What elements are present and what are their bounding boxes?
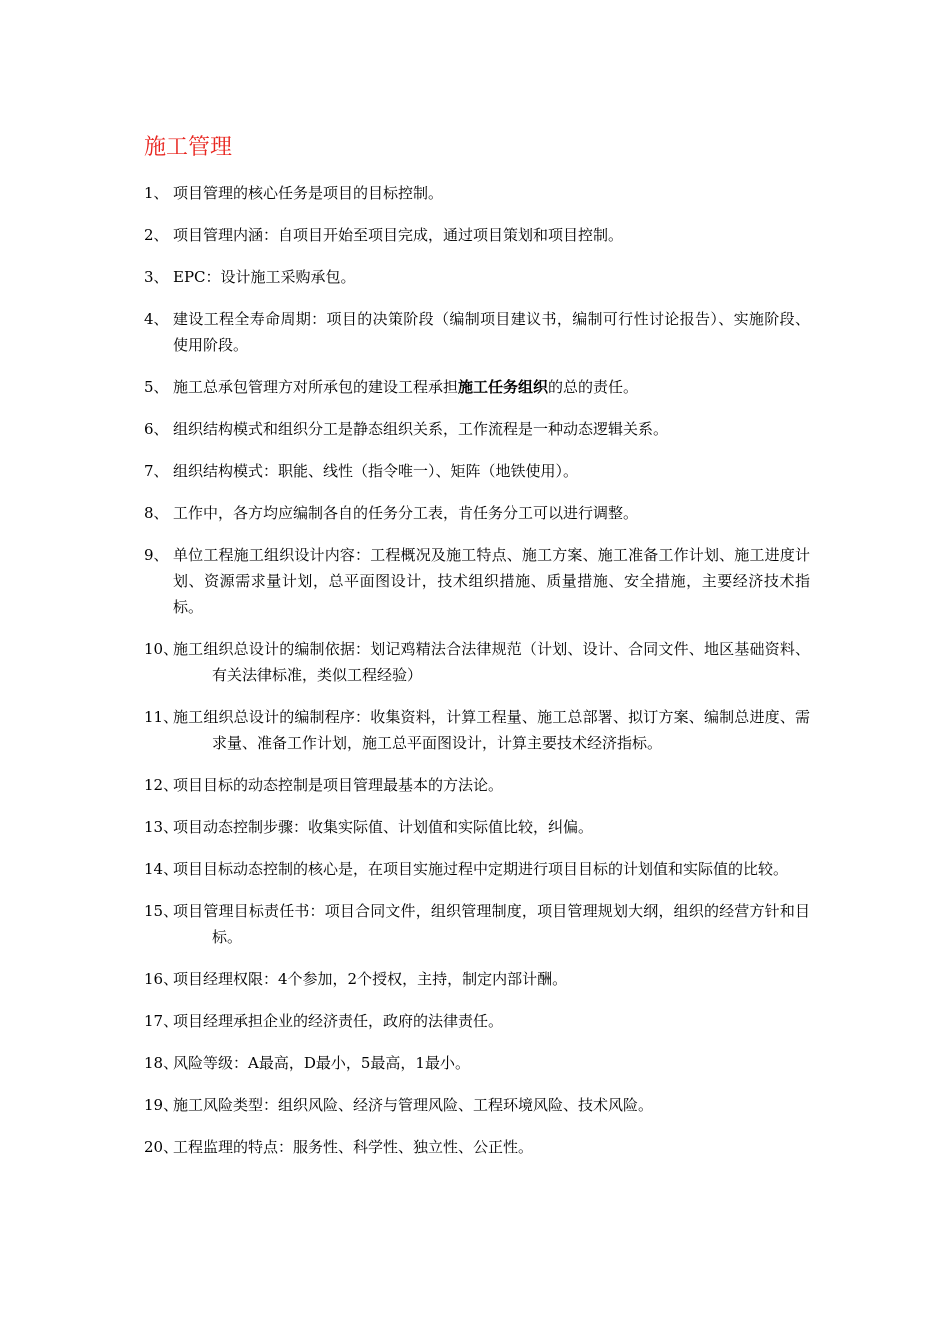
item-text-after: 的总的责任。 (548, 378, 639, 396)
item-text: 工程监理的特点：服务性、科学性、独立性、公正性。 (173, 1138, 534, 1156)
item-text: 单位工程施工组织设计内容：工程概况及施工特点、施工方案、施工准备工作计划、施工进度计划、资源需求量计划，总平面图设计，技术组织措施、质量措施、安全措施，主要经济技术指标。 (173, 546, 810, 616)
item-text: 风险等级：A最高，D最小，5最高，1最小。 (173, 1054, 470, 1072)
item-number: 17、 (144, 1012, 179, 1030)
list-item (144, 374, 810, 400)
item-text: 项目目标动态控制的核心是，在项目实施过程中定期进行项目目标的计划值和实际值的比较。 (173, 860, 789, 878)
list-item (144, 306, 810, 358)
item-list (144, 180, 810, 1176)
item-number: 11、 (144, 708, 179, 726)
item-text (173, 374, 810, 400)
item-number: 16、 (144, 970, 179, 988)
item-text: 工作中，各方均应编制各自的任务分工表，肯任务分工可以进行调整。 (173, 504, 639, 522)
list-item (144, 500, 810, 526)
document-title: 施工管理 (144, 135, 233, 160)
item-number: 1、 (144, 184, 169, 202)
item-text: 项目管理的核心任务是项目的目标控制。 (173, 184, 444, 202)
list-item (144, 180, 810, 206)
list-item (144, 772, 810, 798)
item-text: 施工组织总设计的编制依据：划记鸡精法合法律规范（计划、设计、合同文件、地区基础资料、有关法律标准，类似工程经验） (173, 640, 810, 684)
list-item (144, 814, 810, 840)
item-number: 6、 (144, 420, 169, 438)
list-item (144, 222, 810, 248)
item-number: 9、 (144, 546, 169, 564)
item-text: 项目动态控制步骤：收集实际值、计划值和实际值比较，纠偏。 (173, 818, 594, 836)
list-item (144, 636, 810, 688)
list-item (144, 1050, 810, 1076)
item-number: 19、 (144, 1096, 179, 1114)
list-item (144, 458, 810, 484)
list-item (144, 966, 810, 992)
item-text-bold: 施工任务组织 (458, 378, 549, 396)
item-number: 10、 (144, 640, 179, 658)
list-item (144, 542, 810, 620)
item-number: 5、 (144, 378, 169, 396)
list-item (144, 704, 810, 756)
item-number: 12、 (144, 776, 179, 794)
list-item (144, 1008, 810, 1034)
item-number: 20、 (144, 1138, 179, 1156)
item-text: 组织结构模式和组织分工是静态组织关系，工作流程是一种动态逻辑关系。 (173, 420, 669, 438)
item-text-before: 施工总承包管理方对所承包的建设工程承担 (173, 378, 459, 396)
item-text: 项目管理内涵：自项目开始至项目完成，通过项目策划和项目控制。 (173, 226, 624, 244)
item-text: 建设工程全寿命周期：项目的决策阶段（编制项目建议书，编制可行性讨论报告）、实施阶段、使用阶段。 (173, 310, 810, 354)
item-text: 项目目标的动态控制是项目管理最基本的方法论。 (173, 776, 504, 794)
list-item (144, 856, 810, 882)
item-text: 项目经理承担企业的经济责任，政府的法律责任。 (173, 1012, 504, 1030)
list-item (144, 898, 810, 950)
item-number: 18、 (144, 1054, 179, 1072)
item-text: 施工组织总设计的编制程序：收集资料，计算工程量、施工总部署、拟订方案、编制总进度、需求量、准备工作计划，施工总平面图设计，计算主要技术经济指标。 (173, 708, 810, 752)
item-text: EPC：设计施工采购承包。 (173, 268, 356, 286)
item-number: 13、 (144, 818, 179, 836)
item-number: 15、 (144, 902, 179, 920)
list-item (144, 1092, 810, 1118)
item-number: 7、 (144, 462, 169, 480)
list-item (144, 264, 810, 290)
item-text: 施工风险类型：组织风险、经济与管理风险、工程环境风险、技术风险。 (173, 1096, 654, 1114)
list-item (144, 1134, 810, 1160)
item-number: 3、 (144, 268, 169, 286)
item-text: 项目管理目标责任书：项目合同文件，组织管理制度，项目管理规划大纲，组织的经营方针和目标。 (173, 902, 810, 946)
item-number: 14、 (144, 860, 179, 878)
item-number: 4、 (144, 310, 169, 328)
item-text: 组织结构模式：职能、线性（指令唯一）、矩阵（地铁使用）。 (173, 462, 579, 480)
item-number: 8、 (144, 504, 169, 522)
item-text: 项目经理权限：4个参加，2个授权，主持，制定内部计酬。 (173, 970, 568, 988)
list-item (144, 416, 810, 442)
item-number: 2、 (144, 226, 169, 244)
